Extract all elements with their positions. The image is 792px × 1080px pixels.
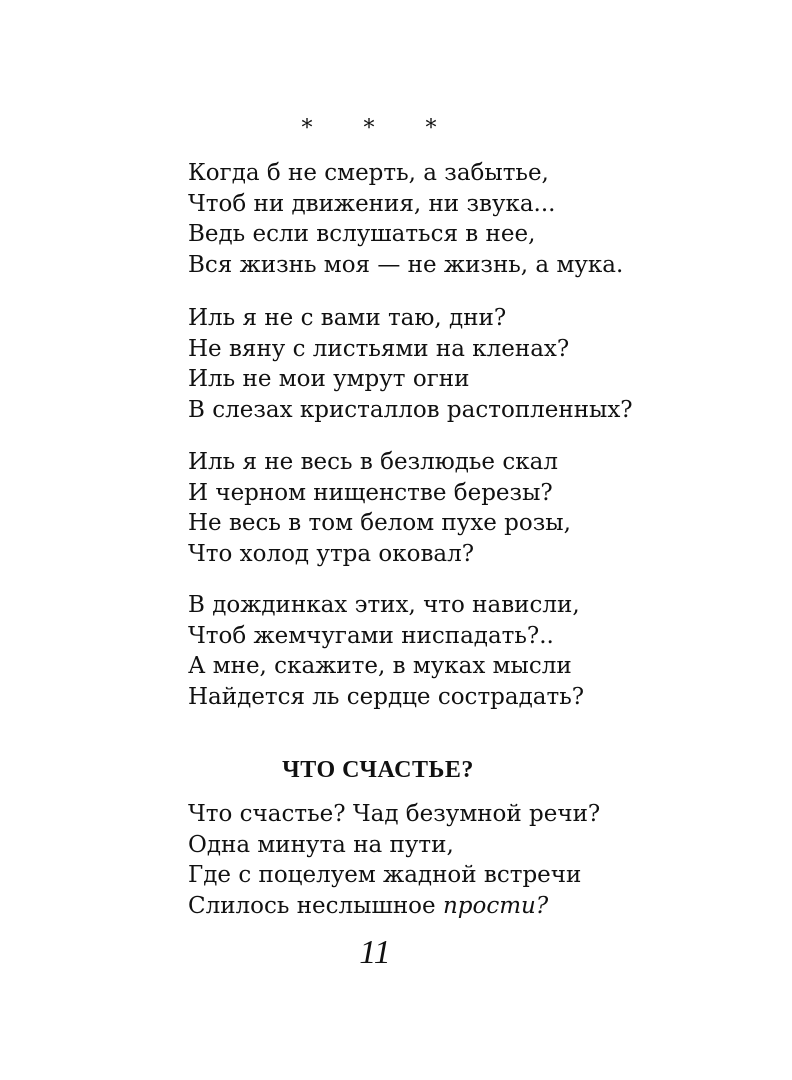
verse-line: Ведь если вслушаться в нее, [188,221,536,247]
verse-line: Что счастье? Чад безумной речи? [188,801,601,827]
verse-line: А мне, скажите, в муках мысли [188,653,572,679]
verse-line: Найдется ль сердце сострадать? [188,683,585,710]
verse-line: Не весь в том белом пухе розы, [188,510,571,536]
verse-line: Чтоб ни движения, ни звука... [188,190,556,217]
verse-text: Слилось неслышное [188,892,443,919]
stanza-2 [188,303,633,425]
verse-line: В слезах кристаллов растопленных? [188,396,633,423]
verse-line: Когда б не смерть, а забытье, [188,160,549,186]
poem-title: ЧТО СЧАСТЬЕ? [282,757,474,783]
page-number: 11 [359,934,391,971]
verse-line: Что холод утра оковал? [188,540,475,567]
verse-line: Чтоб жемчугами ниспадать?.. [188,622,554,649]
verse-line: Одна минута на пути, [188,831,454,858]
stanza-1 [188,158,623,280]
verse-line: И черном нищенстве березы? [188,479,553,506]
stanza-5 [188,799,600,921]
verse-line: Иль я не с вами таю, дни? [188,305,507,331]
verse-line: Не вяну с листьями на кленах? [188,335,570,362]
verse-line: Иль не мои умрут огни [188,366,470,392]
italic-word: прости? [442,892,549,919]
stanza-4 [188,590,584,712]
stanza-3 [188,447,571,569]
verse-line: В дождинках этих, что нависли, [188,592,580,618]
verse-line: Где с поцелуем жадной встречи [188,862,582,888]
verse-line-last [188,891,600,922]
section-separator: * * * [301,116,459,141]
verse-line: Вся жизнь моя — не жизнь, а мука. [188,251,624,278]
verse-line: Иль я не весь в безлюдье скал [188,449,558,475]
